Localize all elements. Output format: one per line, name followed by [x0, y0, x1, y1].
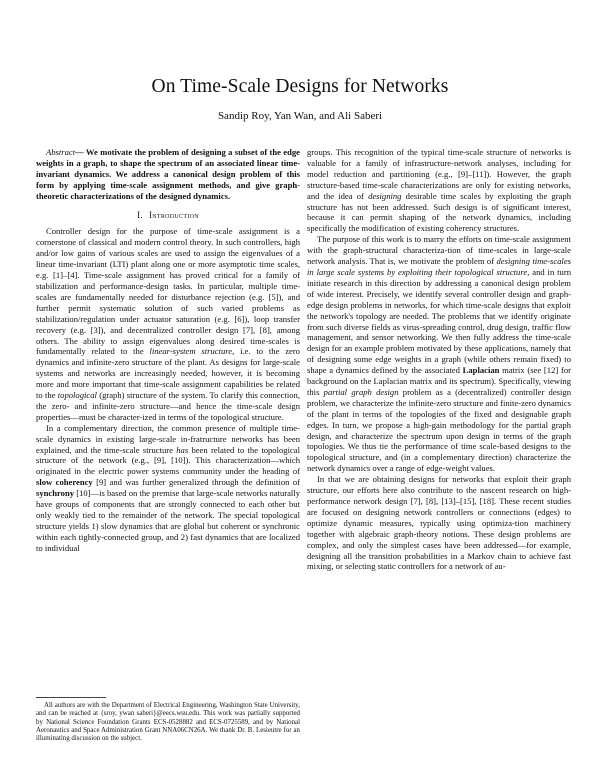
footnote-rule — [36, 697, 106, 698]
emphasis: has — [176, 444, 189, 455]
paragraph: The purpose of this work is to marry the efforts on time-scale assignment with the graph-structural characteriza-tion of time-scales in large-scale network analysis. That is, we motivate the problem of designing time-scales in large scale systems by exploiting their topological structure, and in turn initiate research in this direction by addressing a canonical design problem of wide interest. Precisely, we identify several controller design and graph-edge design problems in networks, for which time-scale designs that exploit the network's topology are needed. The problems that we identify originate from such diverse fields as virus-spreading control, drug design, traffic flow management, and sensor networking. We then fully address the time-scale design for an example problem motivated by these applications, namely that of designing some edge weights in a graph (while others remain fixed) to shape a dynamics defined by the associated Laplacian matrix (see [12] for background on the Laplacian matrix and its spectrum). Specifically, viewing this partial graph design problem as a (decentralized) controller design problem, we characterize the infinite-zero structure and finite-zero dynamics of the plant in terms of the topologies of the fixed and designable graph edges. In turn, we propose a high-gain methodology for the partial graph design, and characterize the spectrum upon design in terms of the graph topologies. We thus tie the performance of time scale-based designs to the topological structure, and (in a complementary direction) characterize the network dynamics over a range of edge-weight values. — [307, 234, 571, 474]
bold-term: slow coherency — [36, 477, 93, 488]
paragraph: In a complementary direction, the common presence of multiple time-scale dynamics in existing large-scale in-fratructure networks has been explained, and the time-scale structure has been related to the topological structure of the network (e.g., [9], [10]). This characterization—which originated in the electric power systems community under the heading of slow coherency [9] and was further generalized through the definition of synchrony [10]—is based on the premise that large-scale networks naturally have groups of components that are strongly connected to each other but only weakly tied to the remainder of the network. The special topological structure yields 1) slow dynamics that are global but coherent or synchronic within each tightly-connected group, and 2) fast dynamics that are localized to individual — [36, 422, 300, 553]
abstract-text: — We motivate the problem of designing a subset of the edge weights in a graph, to shape the spectrum of an associated linear time-invariant dynamics. We address a canonical design problem of this form by applying time-scale assignment methods, and give graph-theoretic characterizations of the designed dynamics. — [36, 147, 300, 201]
bold-term: Laplacian — [462, 365, 500, 376]
section-title: Introduction — [148, 209, 199, 220]
abstract-label: Abstract — [46, 147, 76, 157]
emphasis: designing — [368, 190, 402, 201]
paragraph: In that we are obtaining designs for networks that exploit their graph structure, our efforts here also contribute to the nascent research on high-performance network design [7], [8], [13]–[15], [18]. These recent studies are focused on designing network controllers or connections (edges) to optimize dynamic measures, typically using optimiza-tion machinery together with algebraic graph-theory notions. These design problems are complex, and only the simplest cases have been addressed—for example, designing all the transition probabilities in a Markov chain to achieve fast mixing, or selecting static controllers for a network of au- — [307, 474, 571, 572]
emphasis: linear-system structure — [149, 346, 233, 357]
emphasis: partial graph design — [323, 386, 399, 397]
paper-authors: Sandip Roy, Yan Wan, and Ali Saberi — [217, 110, 383, 122]
paper-title: On Time-Scale Designs for Networks — [151, 76, 449, 97]
paragraph: groups. This recognition of the typical time-scale structure of networks is valuable for a family of infrastructure-network analyses, including for model reduction and partitioning (e.g., [9]–[11]). However, the graph structure-based time-scale characterizations are only for existing networks, and the idea of designing desirable time scales by exploiting the graph structure has not been addressed. Such design is of significant interest, because it can permit shaping of the network dynamics, including specifically the modification of existing coherency structures. — [307, 147, 571, 234]
bold-term: synchrony — [36, 488, 75, 499]
footnote: All authors are with the Department of Electrical Engineering, Washington State University, and can be reached at {sroy, ywan saberi}@eecs.wsu.edu. This work was partially supported by National Science Foundation Grants ECS-0528882 and ECS-0725589, and by National Aeronautics and Space Administration Grant NNA06CN26A. We thank Dr. B. Lesieutre for an illuminating discussion on the subject. — [36, 702, 300, 743]
section-heading — [36, 210, 300, 221]
right-column — [307, 147, 571, 572]
emphasis: topological — [57, 390, 97, 401]
emphasis: designing time-scales in large scale systems by exploiting their topological structure — [307, 256, 571, 277]
paragraph: Controller design for the purpose of time-scale assignment is a cornerstone of classical and modern control theory. In such controllers, high and/or low gains of various scales are used to assign the eigenvalues of a linear time-invariant (LTI) plant along one or more asymptotic time scales, e.g. [1]–[4]. Time-scale assignment has proved critical for a family of stabilization and performance-design tasks. In particular, multiple time-scales are fundamentally needed for disturbance rejection (e.g. [5]), and further permit systematic solution of such varied problems as stabilization/regulation under actuator saturation (e.g. [6]), loop transfer recovery (e.g. [3]), and decentralized controller design [7], [8], among others. The ability to assign eigenvalues along desired time-scales is fundamentally related to the linear-system structure, i.e. to the zero dynamics and infinite-zero structure of the plant. As designs for large-scale systems and networks are increasingly needed, however, it is becoming more and more important that time-scale assignment capabilities be related to the topological (graph) structure of the system. To clarify this connection, the zero- and infinite-zero structure—and hence the time-scale design properties—must be character-ized in terms of the topological structure. — [36, 226, 301, 422]
abstract — [36, 147, 300, 202]
left-column — [36, 147, 300, 554]
section-number: I. — [137, 209, 143, 220]
footnote-area — [36, 697, 300, 743]
